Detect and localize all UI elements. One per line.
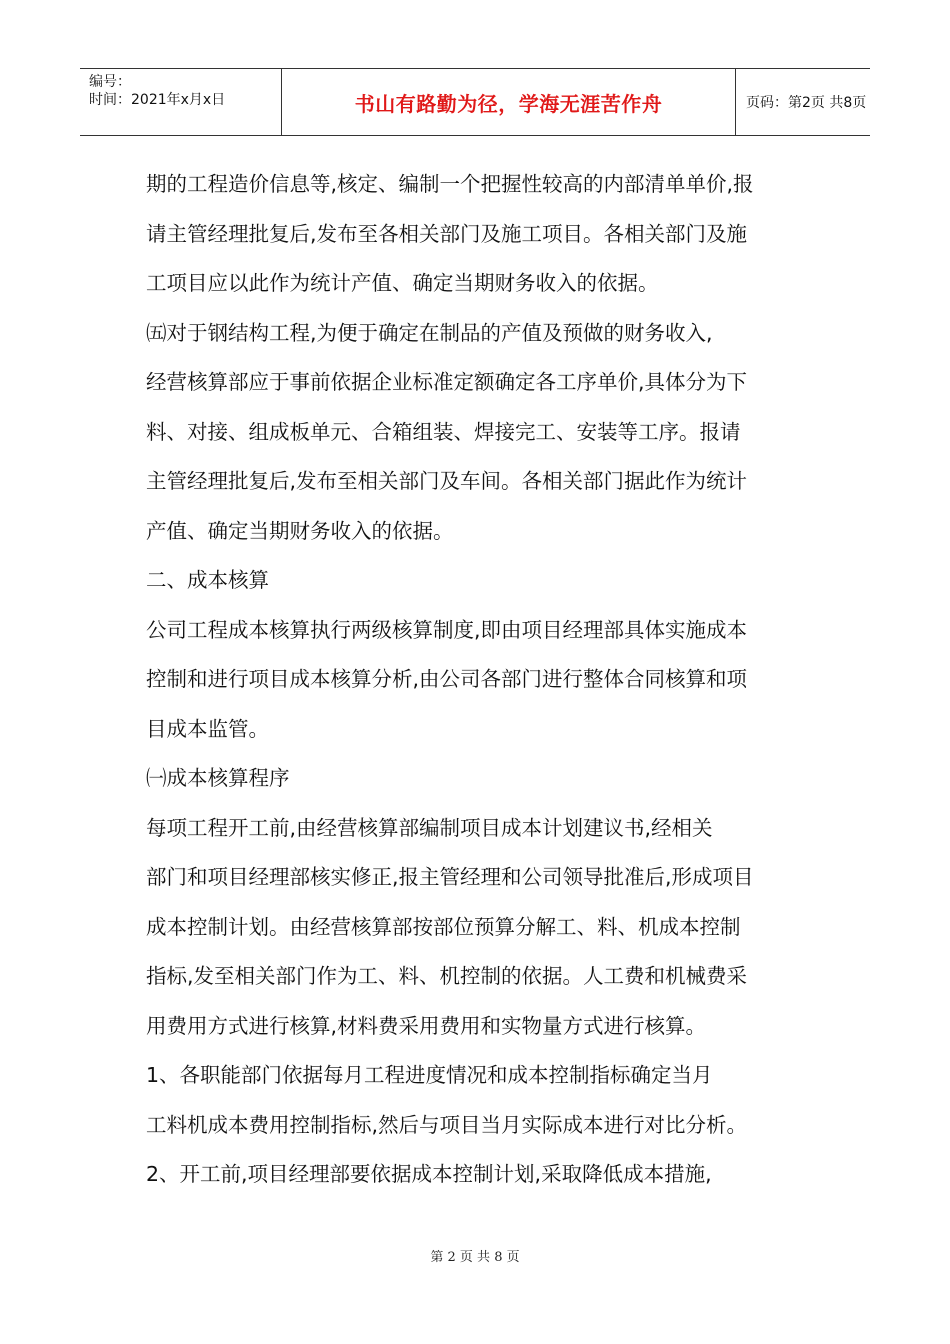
document-body — [146, 160, 810, 1200]
body-line: 1、各职能部门依据每月工程进度情况和成本控制指标确定当月 — [146, 1063, 713, 1087]
page-number-label: 页码：第2页 共8页 — [746, 95, 867, 111]
body-line: 工项目应以此作为统计产值、确定当期财务收入的依据。 — [146, 271, 659, 295]
document-time-label: 时间：2021年x月x日 — [89, 92, 226, 108]
page-header — [80, 68, 870, 136]
body-line: 请主管经理批复后,发布至各相关部门及施工项目。各相关部门及施 — [146, 221, 748, 246]
subsection-heading: ㈠成本核算程序 — [146, 766, 290, 790]
body-line: 经营核算部应于事前依据企业标准定额确定各工序单价,具体分为下 — [146, 370, 748, 394]
body-line: 工料机成本费用控制指标,然后与项目当月实际成本进行对比分析。 — [146, 1112, 748, 1137]
body-line: 主管经理批复后,发布至相关部门及车间。各相关部门据此作为统计 — [146, 469, 748, 493]
body-line: 料、对接、组成板单元、合箱组装、焊接完工、安装等工序。报请 — [146, 419, 741, 444]
body-line: 部门和项目经理部核实修正,报主管经理和公司领导批准后,形成项目 — [146, 865, 754, 889]
body-line: 2、开工前,项目经理部要依据成本控制计划,采取降低成本措施, — [146, 1162, 712, 1186]
document-number-label: 编号： — [89, 74, 131, 90]
header-motto-cell — [282, 69, 736, 135]
body-line: 目成本监管。 — [146, 716, 269, 741]
body-line: 每项工程开工前,由经营核算部编制项目成本计划建议书,经相关 — [146, 815, 713, 840]
page-footer: 第 2 页 共 8 页 — [430, 1250, 520, 1265]
body-line: 期的工程造价信息等,核定、编制一个把握性较高的内部清单单价,报 — [146, 172, 754, 196]
header-page-cell — [736, 69, 870, 135]
body-line: 控制和进行项目成本核算分析,由公司各部门进行整体合同核算和项 — [146, 667, 748, 691]
header-motto: 书山有路勤为径，学海无涯苦作舟 — [354, 91, 663, 116]
body-line: 用费用方式进行核算,材料费采用费用和实物量方式进行核算。 — [146, 1013, 707, 1038]
body-line: 产值、确定当期财务收入的依据。 — [146, 518, 454, 543]
body-line: 公司工程成本核算执行两级核算制度,即由项目经理部具体实施成本 — [146, 617, 748, 642]
body-line: 成本控制计划。由经营核算部按部位预算分解工、料、机成本控制 — [146, 914, 741, 939]
body-line: 指标,发至相关部门作为工、料、机控制的依据。人工费和机械费采 — [146, 964, 748, 988]
body-line: ㈤对于钢结构工程,为便于确定在制品的产值及预做的财务收入, — [146, 320, 713, 345]
section-heading: 二、成本核算 — [146, 568, 269, 592]
header-info-cell — [80, 69, 282, 135]
